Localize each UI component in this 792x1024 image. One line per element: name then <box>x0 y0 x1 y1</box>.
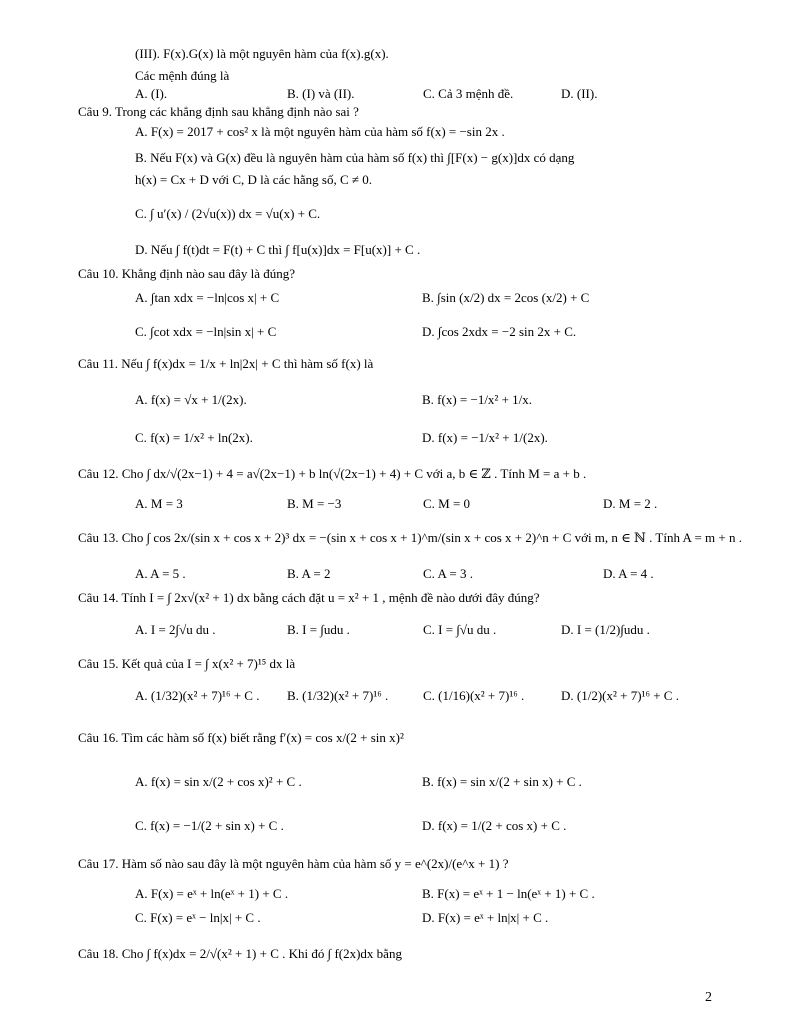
text-line-q10: Câu 10. Khẳng định nào sau đây là đúng? <box>78 266 295 281</box>
page-number: 2 <box>705 990 712 1005</box>
text-line-l3b: B. (I) và (II). <box>287 86 355 101</box>
text-line-q13c: C. A = 3 . <box>423 566 473 581</box>
text-line-q16: Câu 16. Tìm các hàm số f(x) biết rằng f′(x) = cos x/(2 + sin x)² <box>78 730 404 745</box>
text-line-q15d: D. (1/2)(x² + 7)¹⁶ + C . <box>561 688 679 703</box>
text-line-l3c: C. Cả 3 mệnh đề. <box>423 86 514 101</box>
text-line-q10a: A. ∫tan xdx = −ln|cos x| + C <box>135 290 280 305</box>
text-line-q12: Câu 12. Cho ∫ dx/√(2x−1) + 4 = a√(2x−1) + b ln(√(2x−1) + 4) + C với a, b ∈ ℤ . Tính M = a + b . <box>78 466 587 481</box>
text-line-q17a: A. F(x) = eˣ + ln(eˣ + 1) + C . <box>135 886 289 901</box>
text-line-q10b: B. ∫sin (x/2) dx = 2cos (x/2) + C <box>422 290 590 305</box>
text-line-q9d: D. Nếu ∫ f(t)dt = F(t) + C thì ∫ f[u(x)]dx = F[u(x)] + C . <box>135 242 421 257</box>
text-line-l3a: A. (I). <box>135 86 168 101</box>
text-line-q9b: B. Nếu F(x) và G(x) đều là nguyên hàm của hàm số f(x) thì ∫[F(x) − g(x)]dx có dạng <box>135 150 575 165</box>
text-line-q14c: C. I = ∫√u du . <box>423 622 497 637</box>
text-line-q17: Câu 17. Hàm số nào sau đây là một nguyên hàm của hàm số y = e^(2x)/(e^x + 1) ? <box>78 856 509 871</box>
text-line-q9b2: h(x) = Cx + D với C, D là các hằng số, C ≠ 0. <box>135 172 373 187</box>
text-line-q11c: C. f(x) = 1/x² + ln(2x). <box>135 430 253 445</box>
text-line-q15a: A. (1/32)(x² + 7)¹⁶ + C . <box>135 688 260 703</box>
text-line-q13: Câu 13. Cho ∫ cos 2x/(sin x + cos x + 2)³ dx = −(sin x + cos x + 1)^m/(sin x + cos x + 2)^n + C với m, n ∈ ℕ . Tính A = m + n . <box>78 530 742 545</box>
text-line-q9c: C. ∫ u′(x) / (2√u(x)) dx = √u(x) + C. <box>135 206 321 221</box>
text-line-l3d: D. (II). <box>561 86 598 101</box>
text-line-q14: Câu 14. Tính I = ∫ 2x√(x² + 1) dx bằng cách đặt u = x² + 1 , mệnh đề nào dưới đây đúng? <box>78 590 540 605</box>
text-line-q9: Câu 9. Trong các khẳng định sau khẳng định nào sai ? <box>78 104 359 119</box>
text-line-q14b: B. I = ∫udu . <box>287 622 350 637</box>
text-line-q16a: A. f(x) = sin x/(2 + cos x)² + C . <box>135 774 302 789</box>
text-line-q12b: B. M = −3 <box>287 496 342 511</box>
text-line-q16c: C. f(x) = −1/(2 + sin x) + C . <box>135 818 284 833</box>
text-line-q13a: A. A = 5 . <box>135 566 186 581</box>
text-line-q15b: B. (1/32)(x² + 7)¹⁶ . <box>287 688 389 703</box>
text-line-q13b: B. A = 2 <box>287 566 331 581</box>
text-line-q11b: B. f(x) = −1/x² + 1/x. <box>422 392 533 407</box>
text-line-q11d: D. f(x) = −1/x² + 1/(2x). <box>422 430 548 445</box>
text-line-q16d: D. f(x) = 1/(2 + cos x) + C . <box>422 818 567 833</box>
text-line-q14d: D. I = (1/2)∫udu . <box>561 622 650 637</box>
text-line-q10d: D. ∫cos 2xdx = −2 sin 2x + C. <box>422 324 577 339</box>
text-line-q10c: C. ∫cot xdx = −ln|sin x| + C <box>135 324 277 339</box>
text-line-q12c: C. M = 0 <box>423 496 471 511</box>
text-line-q15c: C. (1/16)(x² + 7)¹⁶ . <box>423 688 525 703</box>
text-line-q17d: D. F(x) = eˣ + ln|x| + C . <box>422 910 549 925</box>
text-line-q9a: A. F(x) = 2017 + cos² x là một nguyên hàm của hàm số f(x) = −sin 2x . <box>135 124 505 139</box>
text-line-l2: Các mệnh đúng là <box>135 68 230 83</box>
text-line-q14a: A. I = 2∫√u du . <box>135 622 216 637</box>
text-line-q13d: D. A = 4 . <box>603 566 654 581</box>
text-line-q17c: C. F(x) = eˣ − ln|x| + C . <box>135 910 261 925</box>
text-line-q12d: D. M = 2 . <box>603 496 658 511</box>
text-line-q18: Câu 18. Cho ∫ f(x)dx = 2/√(x² + 1) + C . Khi đó ∫ f(2x)dx bằng <box>78 946 402 961</box>
text-line-q11a: A. f(x) = √x + 1/(2x). <box>135 392 247 407</box>
text-line-q16b: B. f(x) = sin x/(2 + sin x) + C . <box>422 774 582 789</box>
text-line-q17b: B. F(x) = eˣ + 1 − ln(eˣ + 1) + C . <box>422 886 595 901</box>
text-line-l1: (III). F(x).G(x) là một nguyên hàm của f(x).g(x). <box>135 46 389 61</box>
text-line-q11: Câu 11. Nếu ∫ f(x)dx = 1/x + ln|2x| + C thì hàm số f(x) là <box>78 356 374 371</box>
text-line-q12a: A. M = 3 <box>135 496 183 511</box>
text-line-q15: Câu 15. Kết quả của I = ∫ x(x² + 7)¹⁵ dx là <box>78 656 296 671</box>
